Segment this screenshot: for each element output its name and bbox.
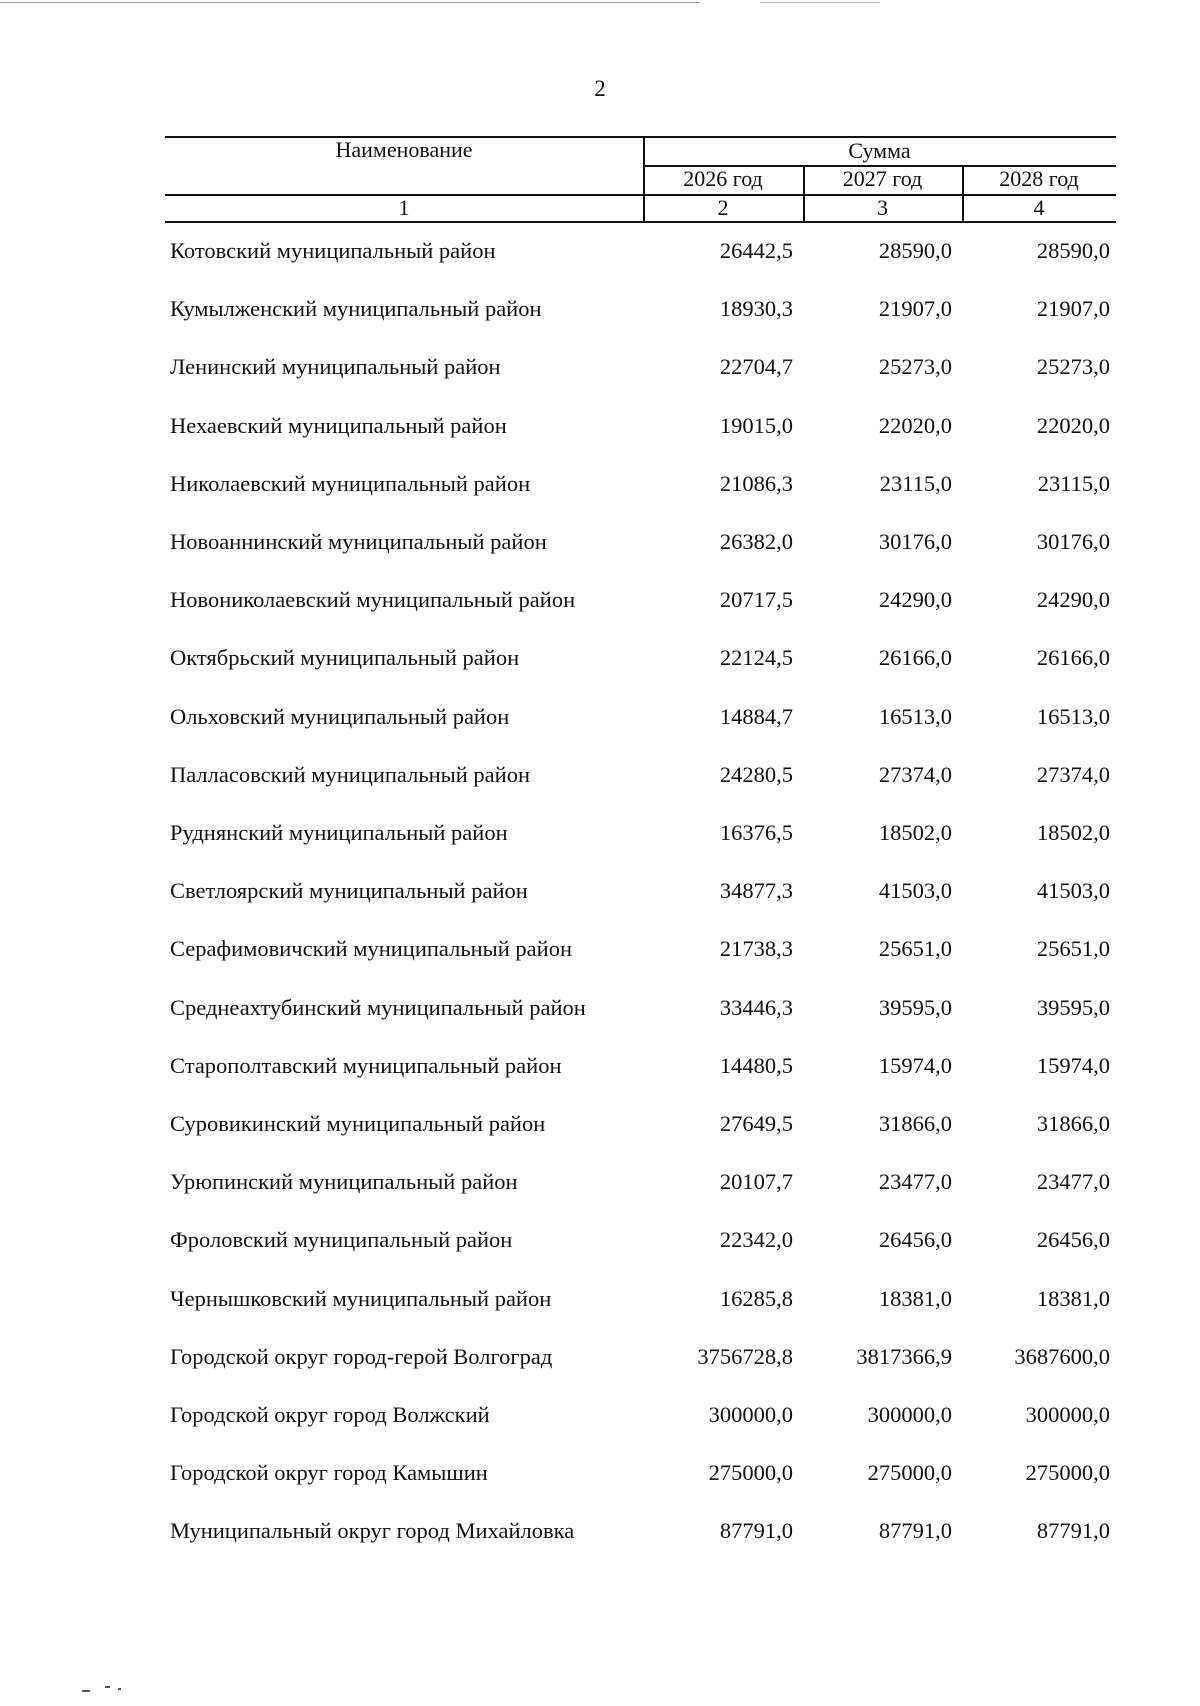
row-name: Среднеахтубинский муниципальный район — [170, 994, 586, 1020]
row-value-2026: 22342,0 — [719, 1227, 793, 1253]
table-row — [0, 290, 1200, 330]
row-name: Городской округ город-герой Волгоград — [170, 1343, 553, 1369]
row-value-2028: 41503,0 — [1036, 878, 1110, 904]
row-value-2028: 21907,0 — [1036, 296, 1110, 322]
row-value-2028: 26166,0 — [1036, 645, 1110, 671]
row-name: Ленинский муниципальный район — [170, 354, 501, 380]
row-value-2027: 26166,0 — [878, 645, 952, 671]
row-value-2026: 21086,3 — [719, 470, 793, 496]
row-value-2027: 3817366,9 — [856, 1343, 952, 1369]
row-value-2026: 14884,7 — [719, 703, 793, 729]
row-value-2027: 41503,0 — [878, 878, 952, 904]
row-value-2028: 18381,0 — [1036, 1285, 1110, 1311]
row-value-2028: 22020,0 — [1036, 412, 1110, 438]
row-value-2027: 18381,0 — [878, 1285, 952, 1311]
row-name: Новониколаевский муниципальный район — [170, 587, 576, 613]
row-value-2028: 30176,0 — [1036, 529, 1110, 554]
table-row — [0, 1163, 1200, 1203]
table-row — [0, 232, 1200, 272]
row-value-2026: 275000,0 — [708, 1460, 793, 1486]
row-name: Новоаннинский муниципальный район — [170, 529, 547, 554]
row-value-2028: 25273,0 — [1036, 354, 1110, 380]
row-value-2027: 15974,0 — [878, 1052, 952, 1078]
table-row — [0, 1512, 1200, 1552]
row-name: Николаевский муниципальный район — [170, 470, 531, 496]
row-value-2028: 275000,0 — [1025, 1460, 1110, 1486]
row-value-2028: 39595,0 — [1036, 994, 1110, 1020]
row-name: Ольховский муниципальный район — [170, 703, 510, 729]
row-value-2028: 26456,0 — [1036, 1227, 1110, 1253]
row-value-2026: 16376,5 — [719, 820, 793, 845]
row-value-2026: 16285,8 — [719, 1285, 793, 1311]
row-value-2026: 87791,0 — [719, 1518, 793, 1544]
row-value-2027: 31866,0 — [878, 1111, 952, 1136]
row-value-2027: 25651,0 — [878, 936, 952, 962]
table-row — [0, 348, 1200, 388]
row-name: Нехаевский муниципальный район — [170, 412, 507, 438]
table-row — [0, 698, 1200, 738]
scan-speck — [118, 1688, 121, 1690]
row-value-2027: 275000,0 — [867, 1460, 952, 1486]
row-value-2027: 25273,0 — [878, 354, 952, 380]
row-value-2028: 3687600,0 — [1014, 1343, 1110, 1369]
table-row — [0, 581, 1200, 621]
header-col-number: 2 — [717, 195, 729, 220]
row-value-2028: 24290,0 — [1036, 587, 1110, 613]
row-value-2027: 87791,0 — [878, 1518, 952, 1544]
row-value-2026: 34877,3 — [719, 878, 793, 904]
row-value-2027: 16513,0 — [878, 703, 952, 729]
table-header — [165, 136, 1116, 224]
row-name: Серафимовичский муниципальный район — [170, 936, 572, 962]
table-row — [0, 872, 1200, 912]
row-value-2027: 26456,0 — [878, 1227, 952, 1253]
row-value-2027: 24290,0 — [878, 587, 952, 613]
row-value-2026: 21738,3 — [719, 936, 793, 962]
header-bottom-rule — [165, 221, 1116, 223]
header-col-number: 3 — [877, 195, 888, 220]
row-name: Старополтавский муниципальный район — [170, 1052, 562, 1078]
page-number: 2 — [594, 76, 606, 101]
row-value-2026: 24280,5 — [719, 761, 793, 787]
table-row — [0, 1280, 1200, 1320]
row-value-2028: 23115,0 — [1037, 470, 1110, 496]
row-name: Чернышковский муниципальный район — [170, 1285, 552, 1311]
row-value-2027: 28590,0 — [878, 238, 952, 263]
row-value-2026: 22704,7 — [719, 354, 793, 380]
header-year-2026: 2026 год — [683, 166, 763, 191]
table-row — [0, 1396, 1200, 1436]
row-value-2026: 20717,5 — [719, 587, 793, 613]
table-row — [0, 639, 1200, 679]
row-value-2028: 87791,0 — [1036, 1518, 1110, 1544]
row-value-2026: 20107,7 — [719, 1169, 793, 1195]
row-value-2028: 15974,0 — [1036, 1052, 1110, 1078]
header-year-2027: 2027 год — [842, 166, 923, 191]
table-row — [0, 756, 1200, 796]
header-sum-group: Сумма — [848, 138, 911, 163]
row-value-2026: 26382,0 — [719, 529, 793, 554]
row-name: Октябрьский муниципальный район — [170, 645, 520, 671]
header-col-number: 4 — [1033, 195, 1045, 220]
row-name: Городской округ город Волжский — [170, 1402, 490, 1427]
row-value-2026: 300000,0 — [708, 1402, 793, 1427]
row-name: Кумылженский муниципальный район — [170, 296, 542, 322]
row-value-2027: 27374,0 — [878, 761, 952, 787]
row-value-2026: 19015,0 — [719, 412, 793, 438]
row-value-2026: 26442,5 — [719, 238, 793, 263]
row-name: Котовский муниципальный район — [170, 238, 496, 263]
row-name: Светлоярский муниципальный район — [170, 878, 528, 904]
table-row — [0, 1105, 1200, 1145]
row-value-2028: 27374,0 — [1036, 761, 1110, 787]
row-value-2027: 300000,0 — [867, 1402, 952, 1427]
row-value-2027: 18502,0 — [878, 820, 952, 845]
table-row — [0, 1221, 1200, 1261]
row-value-2028: 18502,0 — [1036, 820, 1110, 845]
header-year-2028: 2028 год — [999, 166, 1079, 191]
row-value-2028: 31866,0 — [1036, 1111, 1110, 1136]
table-row — [0, 465, 1200, 505]
row-name: Фроловский муниципальный район — [170, 1227, 513, 1253]
table-row — [0, 407, 1200, 447]
row-value-2026: 14480,5 — [719, 1052, 793, 1078]
header-name-column: Наименование — [335, 137, 473, 162]
scan-speck — [82, 1690, 90, 1692]
row-value-2027: 23115,0 — [879, 470, 952, 496]
table-row — [0, 1454, 1200, 1494]
row-name: Руднянский муниципальный район — [170, 820, 508, 845]
row-value-2026: 3756728,8 — [697, 1343, 793, 1369]
row-name: Суровикинский муниципальный район — [170, 1111, 546, 1136]
table-row — [0, 930, 1200, 970]
scan-artifact-line — [0, 2, 700, 3]
row-value-2028: 300000,0 — [1025, 1402, 1110, 1427]
table-row — [0, 1047, 1200, 1087]
row-name: Городской округ город Камышин — [170, 1460, 488, 1486]
row-value-2028: 28590,0 — [1036, 238, 1110, 263]
row-value-2028: 23477,0 — [1036, 1169, 1110, 1195]
row-value-2026: 18930,3 — [719, 296, 793, 322]
row-name: Палласовский муниципальный район — [170, 761, 530, 787]
row-value-2027: 39595,0 — [878, 994, 952, 1020]
row-value-2027: 23477,0 — [878, 1169, 952, 1195]
scan-artifact-line — [760, 2, 880, 3]
row-value-2028: 16513,0 — [1036, 703, 1110, 729]
table-row — [0, 1338, 1200, 1378]
row-value-2028: 25651,0 — [1036, 936, 1110, 962]
table-row — [0, 814, 1200, 854]
table-row — [0, 523, 1200, 563]
row-name: Урюпинский муниципальный район — [170, 1169, 518, 1195]
row-value-2027: 21907,0 — [878, 296, 952, 322]
scan-speck — [105, 1686, 110, 1688]
row-name: Муниципальный округ город Михайловка — [170, 1518, 575, 1544]
header-col-number: 1 — [398, 195, 410, 220]
row-value-2026: 27649,5 — [719, 1111, 793, 1136]
row-value-2026: 33446,3 — [719, 994, 793, 1020]
row-value-2027: 22020,0 — [878, 412, 952, 438]
table-row — [0, 989, 1200, 1029]
row-value-2027: 30176,0 — [878, 529, 952, 554]
row-value-2026: 22124,5 — [719, 645, 793, 671]
